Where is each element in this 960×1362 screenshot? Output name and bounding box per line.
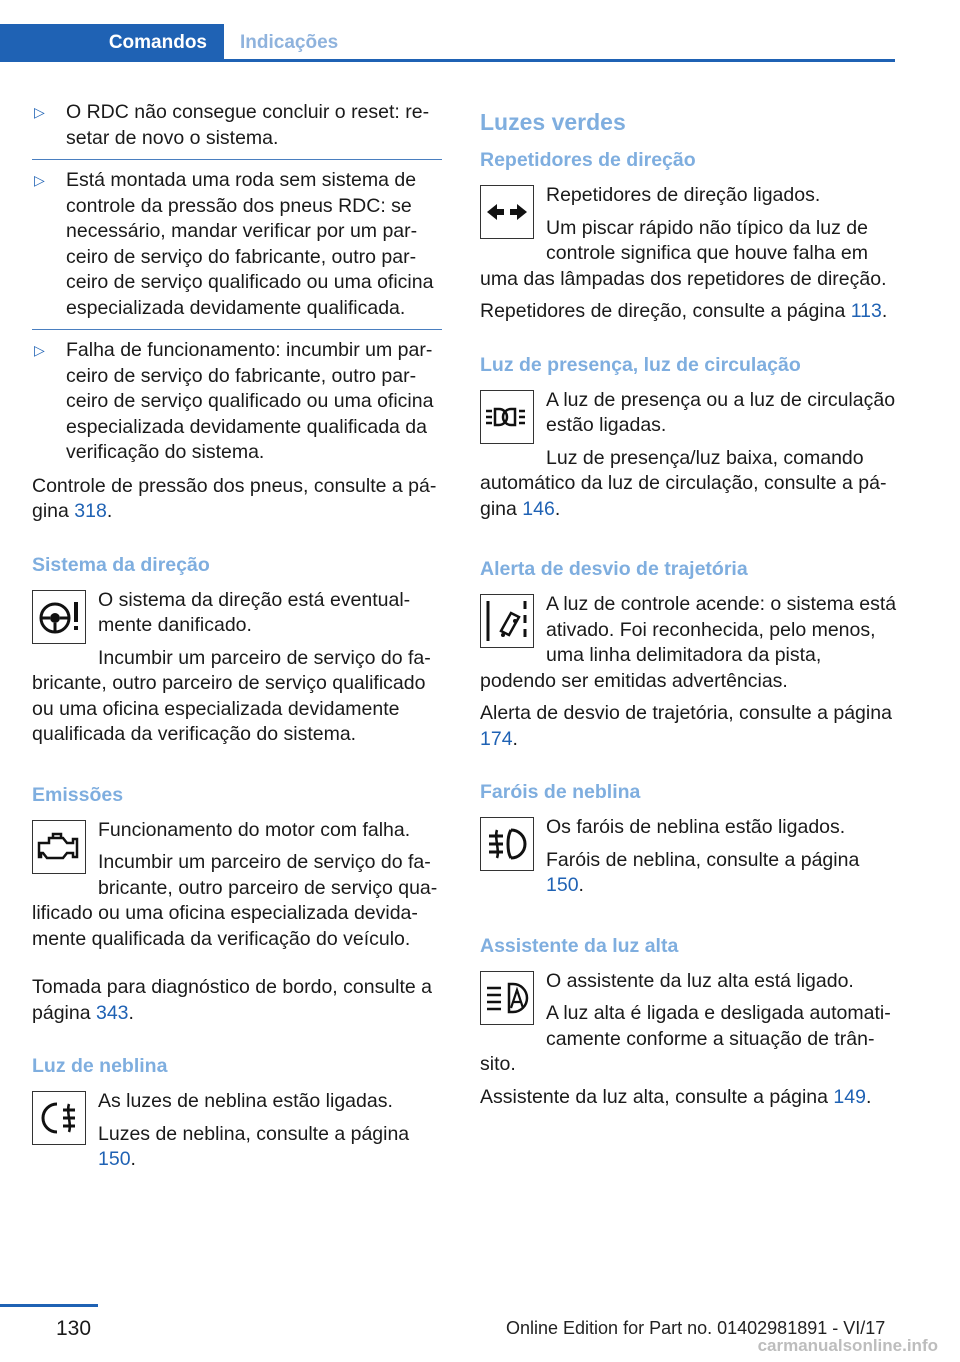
page-link-113[interactable]: 113: [850, 300, 882, 322]
fog-front-block: Os faróis de neblina estão ligados. Faróis de neblina, consulte a página 150.: [480, 815, 898, 906]
page-link-149[interactable]: 149: [833, 1085, 866, 1108]
triangle-bullet-icon: ▷: [34, 104, 45, 120]
page-number: 130: [56, 1317, 92, 1340]
page-link-146[interactable]: 146: [522, 497, 555, 520]
bullet-divider: [32, 159, 442, 160]
page-link-150-front[interactable]: 150: [546, 874, 579, 896]
page-link-150[interactable]: 150: [98, 1148, 131, 1170]
header-divider: [224, 59, 895, 62]
tab-indicacoes[interactable]: Indicações: [240, 32, 339, 53]
rear-fog-light-icon: [32, 1091, 86, 1145]
turn-reference: Repetidores de direção, consulte a página 113.: [480, 300, 888, 322]
front-fog-light-icon: [480, 817, 534, 871]
section-title-fog-front: Faróis de neblina: [480, 781, 641, 803]
parking-reference: Luz de presença/luz baixa, comando automático da luz de circulação, consulte a página 146.: [480, 446, 887, 520]
list-item: ▷ O RDC não consegue concluir o reset: resetar de novo o sistema.: [34, 101, 430, 149]
highbeam-reference: Assistente da luz alta, consulte a página 149.: [480, 1085, 872, 1108]
watermark: carmanualsonline.info: [757, 1336, 938, 1355]
rdc-reference: Controle de pressão dos pneus, consulte a página 318.: [32, 474, 437, 522]
fog-front-reference: Faróis de neblina, consulte a página 150.: [546, 848, 860, 896]
tab-comandos[interactable]: Comandos: [0, 24, 224, 62]
section-title-parking: Luz de presença, luz de circulação: [480, 353, 801, 376]
page-link-343[interactable]: 343: [95, 1001, 129, 1024]
section-title-turn: Repetidores de direção: [480, 149, 696, 171]
parking-block: A luz de presença ou a luz de circulação estão ligadas. Luz de presença/luz baixa, comando automático da luz de circulação, consulte a página 146.: [480, 388, 898, 530]
fog-rear-block: As luzes de neblina estão ligadas. Luzes de neblina, consulte a página 150.: [32, 1089, 450, 1180]
emissions-block: Funcionamento do motor com falha. Incumbir um parceiro de serviço do fabricante, outro parceiro de serviço qualificado ou uma oficina especializada devidamente qualificada da verificação do veículo.: [32, 818, 438, 950]
left-column: [32, 100, 450, 1180]
turn-signal-icon: [480, 185, 534, 239]
section-title-lane: Alerta de desvio de trajetória: [480, 558, 748, 580]
list-item: ▷ Falha de funcionamento: incumbir um parceiro de serviço do fabricante, outro parceiro de serviço qualificado ou uma oficina especializada devidamente qualificada da verificação do sistema.: [34, 339, 434, 463]
high-beam-assistant-icon: [480, 971, 534, 1025]
section-title-green-lights: Luzes verdes: [480, 109, 626, 135]
lane-block: A luz de controle acende: o sistema está ativado. Foi reconhecida, pelo menos, uma linha delimitadora da pista, podendo ser emitidas advertências.: [480, 593, 897, 692]
page-link-174[interactable]: 174: [480, 727, 513, 750]
emissions-reference: Tomada para diagnóstico de bordo, consulte a página 343.: [32, 976, 433, 1024]
section-title-steering: Sistema da direção: [32, 553, 210, 576]
header-bar: [0, 24, 895, 62]
edition-text: Online Edition for Part no. 01402981891 - VI/17: [506, 1318, 886, 1338]
turn-block: Repetidores de direção ligados. Um piscar rápido não típico da luz de controle significa que houve falha em uma das lâmpadas dos repetidores de direção.: [480, 184, 887, 290]
page-link-318[interactable]: 318: [74, 500, 107, 522]
fog-rear-reference: Luzes de neblina, consulte a página 150.: [98, 1122, 410, 1170]
lane-reference: Alerta de desvio de trajetória, consulte a página 174.: [480, 702, 892, 750]
triangle-bullet-icon: ▷: [34, 342, 45, 358]
list-item: ▷ Está montada uma roda sem sistema de controle da pressão dos pneus RDC: se necessário, mandar verificar por um parceiro de serviço do fabricante, outro parceiro de serviço qualificado ou uma oficina especializada devidamente qualificada.: [34, 169, 434, 319]
steering-block: O sistema da direção está eventualmente danificado. Incumbir um parceiro de serviço do fabricante, outro parceiro de serviço qualificado ou uma oficina especializada devidamente qualificada da verificação do sistema.: [32, 588, 431, 745]
lane-departure-icon: [480, 594, 534, 648]
bullet-divider: [32, 329, 442, 330]
section-title-fog-rear: Luz de neblina: [32, 1055, 168, 1077]
section-title-emissions: Emissões: [32, 783, 124, 806]
section-title-highbeam: Assistente da luz alta: [480, 934, 679, 957]
parking-light-icon: [480, 390, 534, 444]
steering-warning-icon: [32, 590, 86, 644]
highbeam-block: O assistente da luz alta está ligado. A luz alta é ligada e desligada automaticamente conforme a situação de trânsito.: [480, 969, 891, 1075]
footer-divider: [0, 1304, 98, 1307]
engine-check-icon: [32, 820, 86, 874]
triangle-bullet-icon: ▷: [34, 172, 45, 188]
right-column: [480, 100, 898, 1117]
